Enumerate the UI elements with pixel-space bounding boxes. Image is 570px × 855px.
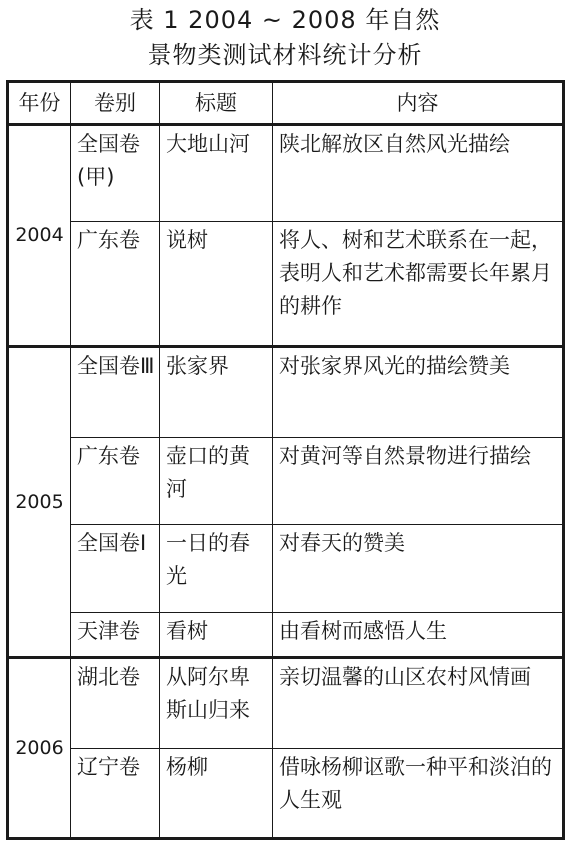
content-cell: 陕北解放区自然风光描绘 [273, 125, 564, 222]
title-cell: 看树 [160, 613, 273, 658]
title-cell: 说树 [160, 222, 273, 347]
table-caption-line-2: 景物类测试材料统计分析 [147, 41, 423, 69]
table-row [8, 613, 564, 658]
title-cell: 壶口的黄河 [160, 438, 273, 525]
statistics-table [6, 80, 565, 840]
paper-cell: 全国卷Ⅰ [71, 525, 160, 613]
header-title: 标题 [160, 82, 273, 125]
table-row [8, 125, 564, 222]
year-cell-2004: 2004 [8, 125, 71, 347]
paper-cell: 湖北卷 [71, 658, 160, 749]
paper-cell: 天津卷 [71, 613, 160, 658]
content-cell: 对张家界风光的描绘赞美 [273, 347, 564, 438]
header-paper: 卷别 [71, 82, 160, 125]
content-cell: 亲切温馨的山区农村风情画 [273, 658, 564, 749]
table-row [8, 749, 564, 839]
content-cell: 对春天的赞美 [273, 525, 564, 613]
paper-cell: 全国卷(甲) [71, 125, 160, 222]
paper-cell: 广东卷 [71, 222, 160, 347]
title-cell: 大地山河 [160, 125, 273, 222]
table-row [8, 525, 564, 613]
title-cell: 张家界 [160, 347, 273, 438]
year-cell-2005: 2005 [8, 347, 71, 658]
header-content: 内容 [273, 82, 564, 125]
header-year: 年份 [8, 82, 71, 125]
title-cell: 从阿尔卑斯山归来 [160, 658, 273, 749]
table-row [8, 438, 564, 525]
title-cell: 一日的春光 [160, 525, 273, 613]
content-cell: 借咏杨柳讴歌一种平和淡泊的人生观 [273, 749, 564, 839]
content-cell: 由看树而感悟人生 [273, 613, 564, 658]
table-row [8, 222, 564, 347]
table-caption-line-1: 表 1 2004 ~ 2008 年自然 [129, 6, 441, 34]
paper-cell: 全国卷Ⅲ [71, 347, 160, 438]
table-header-row [8, 82, 564, 125]
table-row [8, 658, 564, 749]
paper-cell: 辽宁卷 [71, 749, 160, 839]
content-cell: 将人、树和艺术联系在一起，表明人和艺术都需要长年累月的耕作 [273, 222, 564, 347]
title-cell: 杨柳 [160, 749, 273, 839]
year-cell-2006: 2006 [8, 658, 71, 839]
paper-cell: 广东卷 [71, 438, 160, 525]
table-row [8, 347, 564, 438]
content-cell: 对黄河等自然景物进行描绘 [273, 438, 564, 525]
